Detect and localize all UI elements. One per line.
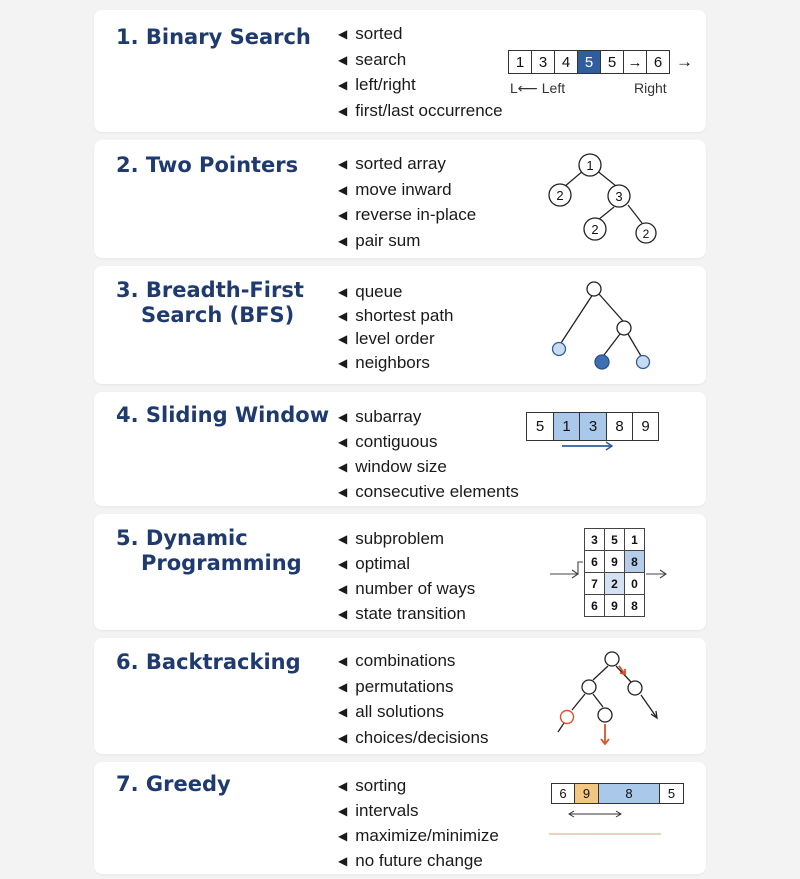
keyword-item: ◀ sorted array xyxy=(338,152,476,178)
keyword-item: ◀ subarray xyxy=(338,405,519,430)
card-title xyxy=(116,650,301,675)
title-line: Search (BFS) xyxy=(141,303,295,327)
keyword-list xyxy=(338,774,499,874)
card-greedy xyxy=(94,762,706,874)
card-bfs xyxy=(94,266,706,384)
keyword-item: ◀ all solutions xyxy=(338,700,488,726)
window-slide-arrow-icon xyxy=(560,440,620,452)
array-cell: 6 xyxy=(551,783,575,804)
svg-text:1: 1 xyxy=(586,158,594,173)
keyword-item: ◀ pair sum xyxy=(338,229,476,255)
dp-cell: 1 xyxy=(625,529,645,551)
tree-node xyxy=(637,356,650,369)
dp-cell: 3 xyxy=(585,529,605,551)
tree-node xyxy=(549,184,571,206)
keyword-item: ◀ contiguous xyxy=(338,430,519,455)
keyword-item: ◀ neighbors xyxy=(338,352,454,376)
backtracking-tree-icon xyxy=(549,644,679,754)
keyword-item: ◀ combinations xyxy=(338,649,488,675)
array-cell: 8 xyxy=(606,412,633,441)
keyword-list xyxy=(338,649,488,752)
card-title xyxy=(116,153,298,178)
tree-node xyxy=(587,282,601,296)
keyword-item: ◀ state transition xyxy=(338,602,475,627)
svg-text:2: 2 xyxy=(556,188,564,203)
dp-cell: 6 xyxy=(585,595,605,617)
svg-text:2: 2 xyxy=(642,227,650,241)
svg-text:2: 2 xyxy=(591,222,599,237)
array-cell: 3 xyxy=(531,50,555,74)
dp-cell: 2 xyxy=(605,573,625,595)
interval-arrow-icon xyxy=(549,806,669,836)
dp-cell: 0 xyxy=(625,573,645,595)
array-cell-mid: 5 xyxy=(577,50,601,74)
dp-cell: 9 xyxy=(605,551,625,573)
tree-node xyxy=(617,321,631,335)
bfs-tree-icon xyxy=(544,276,664,376)
title-line: Programming xyxy=(141,551,302,575)
title-line: 1. Binary Search xyxy=(116,25,311,49)
title-line: 3. Breadth-First xyxy=(116,278,304,302)
svg-text:3: 3 xyxy=(615,189,623,204)
card-title xyxy=(116,403,329,428)
array-cell-arrow: → xyxy=(623,50,647,74)
card-dynamic-programming xyxy=(94,514,706,630)
sliding-window-array xyxy=(527,412,659,441)
tree-node xyxy=(636,223,656,243)
title-line: 5. Dynamic xyxy=(116,526,248,550)
card-title xyxy=(116,772,231,797)
array-cell: 4 xyxy=(554,50,578,74)
array-cell: 9 xyxy=(632,412,659,441)
binary-search-array xyxy=(509,50,670,74)
dp-flow-arrows-icon xyxy=(548,554,678,614)
title-line: 7. Greedy xyxy=(116,772,231,796)
keyword-list xyxy=(338,527,475,627)
window-cell: 3 xyxy=(579,412,607,441)
keyword-item: ◀ sorting xyxy=(338,774,499,799)
tree-node xyxy=(582,680,596,694)
card-sliding-window xyxy=(94,392,706,506)
keyword-item: ◀ first/last occurrence xyxy=(338,99,503,125)
title-line: 4. Sliding Window xyxy=(116,403,330,427)
keyword-item: ◀ optimal xyxy=(338,552,475,577)
keyword-item: ◀ choices/decisions xyxy=(338,726,488,752)
keyword-item: ◀ no future change xyxy=(338,849,499,874)
arrow-right-icon: → xyxy=(676,52,693,71)
tree-node xyxy=(561,711,574,724)
dp-cell: 6 xyxy=(585,551,605,573)
tree-node xyxy=(553,343,566,356)
tree-node xyxy=(579,154,601,176)
tree-node xyxy=(628,681,642,695)
card-title xyxy=(116,278,304,328)
keyword-item: ◀ consecutive elements xyxy=(338,480,519,505)
keyword-list xyxy=(338,152,476,255)
keyword-list xyxy=(338,281,454,375)
dp-cell: 8 xyxy=(625,595,645,617)
card-title xyxy=(116,526,302,576)
card-binary-search xyxy=(94,10,706,132)
dp-cell: 9 xyxy=(605,595,625,617)
keyword-item: ◀ subproblem xyxy=(338,527,475,552)
keyword-item: ◀ intervals xyxy=(338,799,499,824)
keyword-item: ◀ sorted xyxy=(338,22,503,48)
tree-node xyxy=(595,355,609,369)
card-backtracking xyxy=(94,638,706,754)
keyword-item: ◀ maximize/minimize xyxy=(338,824,499,849)
backtrack-arrow-icon xyxy=(601,666,625,744)
keyword-list xyxy=(338,405,519,505)
keyword-item: ◀ number of ways xyxy=(338,577,475,602)
keyword-item: ◀ left/right xyxy=(338,73,503,99)
greedy-array xyxy=(552,783,684,804)
greedy-pick-cell: 9 xyxy=(574,783,599,804)
array-cell: 5 xyxy=(526,412,554,441)
keyword-item: ◀ level order xyxy=(338,328,454,352)
dp-cell: 8 xyxy=(625,551,645,573)
dp-cell: 7 xyxy=(585,573,605,595)
card-title xyxy=(116,25,311,50)
keyword-list xyxy=(338,22,503,124)
title-line: 2. Two Pointers xyxy=(116,153,299,177)
array-cell: 5 xyxy=(600,50,624,74)
keyword-item: ◀ permutations xyxy=(338,675,488,701)
tree-node xyxy=(608,185,630,207)
keyword-item: ◀ search xyxy=(338,48,503,74)
keyword-item: ◀ reverse in-place xyxy=(338,203,476,229)
left-label: L⟵ Left xyxy=(510,80,566,96)
array-cell: 8 xyxy=(598,783,660,804)
keyword-item: ◀ move inward xyxy=(338,178,476,204)
keyword-item: ◀ window size xyxy=(338,455,519,480)
dp-cell: 5 xyxy=(605,529,625,551)
array-cell: 6 xyxy=(646,50,670,74)
right-label: Right xyxy=(634,80,667,96)
keyword-item: ◀ queue xyxy=(338,281,454,305)
two-pointers-tree xyxy=(534,148,694,258)
array-cell: 5 xyxy=(659,783,684,804)
card-two-pointers xyxy=(94,140,706,258)
array-cell: 1 xyxy=(508,50,532,74)
tree-node xyxy=(598,708,612,722)
tree-node xyxy=(584,218,606,240)
window-cell: 1 xyxy=(553,412,580,441)
title-line: 6. Backtracking xyxy=(116,650,301,674)
keyword-item: ◀ shortest path xyxy=(338,305,454,329)
tree-node xyxy=(605,652,619,666)
